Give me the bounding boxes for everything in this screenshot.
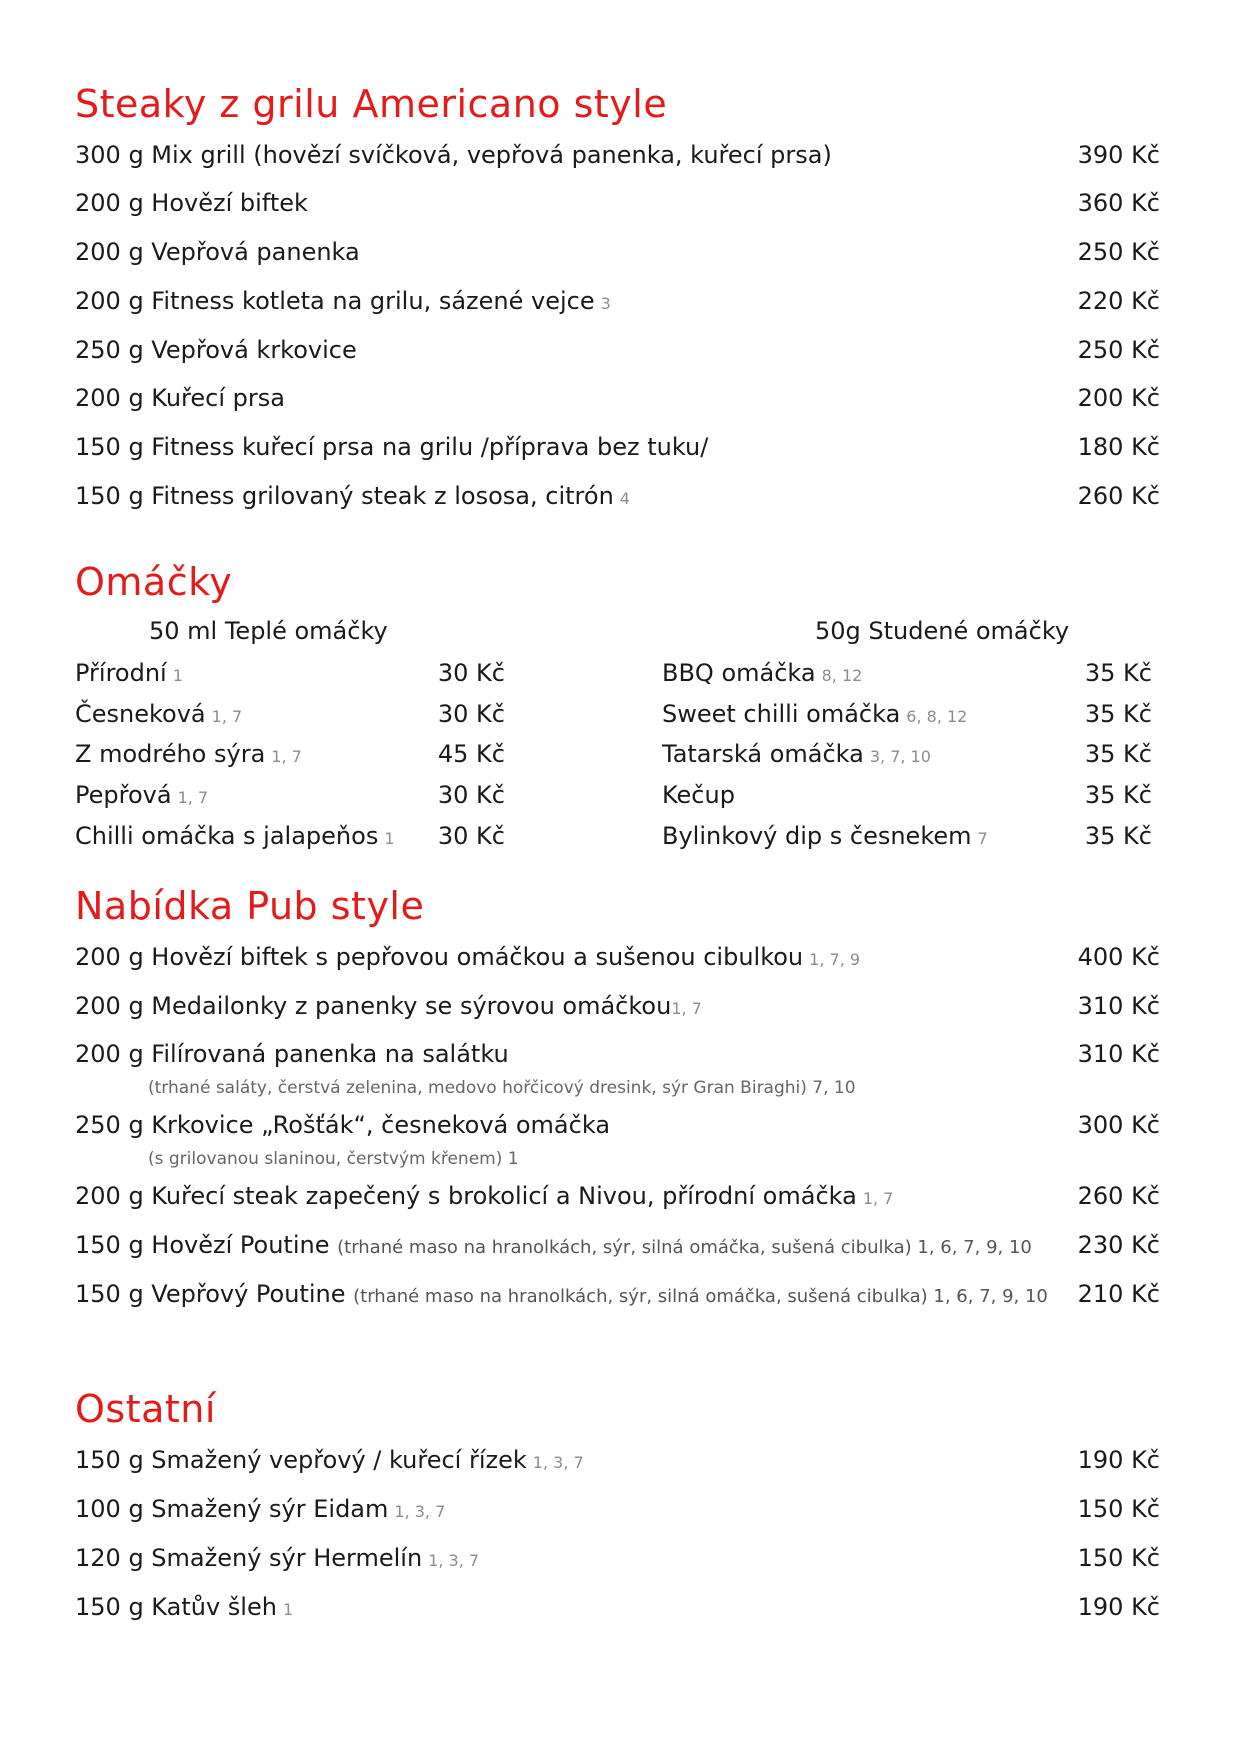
menu-item bbox=[75, 1228, 1160, 1262]
item-price: 360 Kč bbox=[1077, 189, 1160, 217]
item-name: 200 g Hovězí biftek bbox=[75, 189, 308, 217]
menu-item bbox=[75, 284, 1160, 318]
section-title-pub: Nabídka Pub style bbox=[75, 884, 425, 928]
item-allergens: 1, 7 bbox=[862, 1189, 894, 1208]
item-allergens: 1, 3, 7 bbox=[394, 1502, 446, 1521]
item-allergens: 1 bbox=[282, 1600, 294, 1619]
item-price: 260 Kč bbox=[1077, 482, 1160, 510]
sauce-allergens: 1 bbox=[172, 666, 183, 685]
item-name: 200 g Hovězí biftek s pepřovou omáčkou a sušenou cibulkou bbox=[75, 943, 804, 971]
sauce-item bbox=[662, 697, 1152, 731]
sauce-price: 35 Kč bbox=[1084, 659, 1152, 687]
item-price: 300 Kč bbox=[1077, 1111, 1160, 1139]
item-name: 200 g Kuřecí steak zapečený s brokolicí a Nivou, přírodní omáčka bbox=[75, 1182, 857, 1210]
warm-sauces-header: 50 ml Teplé omáčky bbox=[149, 617, 388, 645]
item-name: 150 g Hovězí Poutine bbox=[75, 1231, 330, 1259]
item-price: 150 Kč bbox=[1077, 1495, 1160, 1523]
sauce-name: Chilli omáčka s jalapeňos bbox=[75, 822, 379, 850]
sauce-price: 30 Kč bbox=[437, 700, 505, 728]
sauce-item bbox=[75, 737, 505, 771]
item-name: 150 g Vepřový Poutine bbox=[75, 1280, 346, 1308]
sauce-allergens: 1, 7 bbox=[177, 788, 209, 807]
menu-item bbox=[75, 333, 1160, 367]
menu-item bbox=[75, 138, 1160, 172]
sauce-price: 35 Kč bbox=[1084, 822, 1152, 850]
item-price: 180 Kč bbox=[1077, 433, 1160, 461]
item-price: 390 Kč bbox=[1077, 141, 1160, 169]
item-name: 150 g Fitness kuřecí prsa na grilu /příprava bez tuku/ bbox=[75, 433, 709, 461]
sauce-name: Z modrého sýra bbox=[75, 740, 266, 768]
menu-item bbox=[75, 989, 1160, 1023]
sauce-price: 30 Kč bbox=[437, 781, 505, 809]
sauce-item bbox=[662, 778, 1152, 812]
section-title-steaky: Steaky z grilu Americano style bbox=[75, 82, 668, 126]
item-name: 200 g Kuřecí prsa bbox=[75, 384, 285, 412]
item-name: 150 g Fitness grilovaný steak z lososa, citrón bbox=[75, 482, 614, 510]
item-description: (trhané maso na hranolkách, sýr, silná omáčka, sušená cibulka) 1, 6, 7, 9, 10 bbox=[353, 1286, 1048, 1307]
item-allergens: 1, 3, 7 bbox=[532, 1453, 584, 1472]
sauce-item bbox=[75, 656, 505, 690]
item-name: 150 g Smažený vepřový / kuřecí řízek bbox=[75, 1446, 527, 1474]
item-name: 250 g Vepřová krkovice bbox=[75, 336, 357, 364]
item-description: (trhané maso na hranolkách, sýr, silná omáčka, sušená cibulka) 1, 6, 7, 9, 10 bbox=[337, 1237, 1032, 1258]
sauce-name: BBQ omáčka bbox=[662, 659, 816, 687]
sauce-price: 30 Kč bbox=[437, 659, 505, 687]
menu-item bbox=[75, 186, 1160, 220]
sauce-name: Pepřová bbox=[75, 781, 172, 809]
menu-item bbox=[75, 430, 1160, 464]
sauce-price: 35 Kč bbox=[1084, 781, 1152, 809]
item-allergens: 1, 7 bbox=[671, 999, 702, 1018]
sauce-allergens: 3, 7, 10 bbox=[869, 747, 931, 766]
sauce-name: Česneková bbox=[75, 700, 206, 728]
cold-sauces-header: 50g Studené omáčky bbox=[815, 617, 1070, 645]
sauce-price: 35 Kč bbox=[1084, 700, 1152, 728]
item-price: 150 Kč bbox=[1077, 1544, 1160, 1572]
menu-item bbox=[75, 1277, 1160, 1311]
item-name: 300 g Mix grill (hovězí svíčková, vepřová panenka, kuřecí prsa) bbox=[75, 141, 832, 169]
item-price: 400 Kč bbox=[1077, 943, 1160, 971]
menu-item bbox=[75, 1443, 1160, 1477]
section-title-omacky: Omáčky bbox=[75, 560, 233, 604]
item-allergens: 1, 3, 7 bbox=[428, 1551, 480, 1570]
item-price: 230 Kč bbox=[1077, 1231, 1160, 1259]
item-name: 250 g Krkovice „Rošťák“, česneková omáčka bbox=[75, 1111, 611, 1139]
item-name: 200 g Medailonky z panenky se sýrovou omáčkou bbox=[75, 992, 672, 1020]
sauce-item bbox=[75, 819, 505, 853]
item-price: 190 Kč bbox=[1077, 1593, 1160, 1621]
item-allergens: 1, 7, 9 bbox=[809, 950, 861, 969]
menu-item bbox=[75, 1037, 1160, 1071]
item-description: (s grilovanou slaninou, čerstvým křenem) 1 bbox=[148, 1149, 519, 1169]
item-name: 200 g Vepřová panenka bbox=[75, 238, 360, 266]
menu-item bbox=[75, 1541, 1160, 1575]
sauce-price: 45 Kč bbox=[437, 740, 505, 768]
sauce-name: Tatarská omáčka bbox=[662, 740, 864, 768]
sauce-allergens: 1, 7 bbox=[271, 747, 302, 766]
sauce-name: Přírodní bbox=[75, 659, 167, 687]
item-price: 210 Kč bbox=[1077, 1280, 1160, 1308]
item-price: 250 Kč bbox=[1077, 336, 1160, 364]
section-title-ostatni: Ostatní bbox=[75, 1387, 216, 1431]
sauce-item bbox=[662, 737, 1152, 771]
sauce-item bbox=[662, 819, 1152, 853]
menu-item bbox=[75, 381, 1160, 415]
sauce-allergens: 1, 7 bbox=[211, 707, 243, 726]
sauce-price: 30 Kč bbox=[437, 822, 505, 850]
item-price: 310 Kč bbox=[1077, 1040, 1160, 1068]
item-name: 120 g Smažený sýr Hermelín bbox=[75, 1544, 423, 1572]
item-price: 220 Kč bbox=[1077, 287, 1160, 315]
menu-item bbox=[75, 479, 1160, 513]
item-allergens: 3 bbox=[600, 294, 611, 313]
sauce-name: Kečup bbox=[662, 781, 735, 809]
item-name: 100 g Smažený sýr Eidam bbox=[75, 1495, 389, 1523]
item-price: 260 Kč bbox=[1077, 1182, 1160, 1210]
menu-item bbox=[75, 1108, 1160, 1142]
sauce-item bbox=[662, 656, 1152, 690]
sauce-allergens: 8, 12 bbox=[821, 666, 863, 685]
item-description: (trhané saláty, čerstvá zelenina, medovo hořčicový dresink, sýr Gran Biraghi) 7, 10 bbox=[148, 1078, 856, 1098]
sauce-allergens: 7 bbox=[977, 829, 988, 848]
item-price: 310 Kč bbox=[1077, 992, 1160, 1020]
item-name: 200 g Fitness kotleta na grilu, sázené vejce bbox=[75, 287, 595, 315]
sauce-item bbox=[75, 697, 505, 731]
sauce-price: 35 Kč bbox=[1084, 740, 1152, 768]
sauce-item bbox=[75, 778, 505, 812]
sauce-name: Sweet chilli omáčka bbox=[662, 700, 901, 728]
item-name: 200 g Filírovaná panenka na salátku bbox=[75, 1040, 509, 1068]
menu-item bbox=[75, 940, 1160, 974]
menu-item bbox=[75, 1492, 1160, 1526]
menu-item bbox=[75, 1179, 1160, 1213]
sauce-name: Bylinkový dip s česnekem bbox=[662, 822, 972, 850]
menu-item bbox=[75, 235, 1160, 269]
item-allergens: 4 bbox=[619, 489, 630, 508]
sauce-allergens: 6, 8, 12 bbox=[906, 707, 968, 726]
sauce-allergens: 1 bbox=[384, 829, 395, 848]
item-name: 150 g Katův šleh bbox=[75, 1593, 277, 1621]
item-price: 200 Kč bbox=[1077, 384, 1160, 412]
menu-item bbox=[75, 1590, 1160, 1624]
item-price: 190 Kč bbox=[1077, 1446, 1160, 1474]
item-price: 250 Kč bbox=[1077, 238, 1160, 266]
